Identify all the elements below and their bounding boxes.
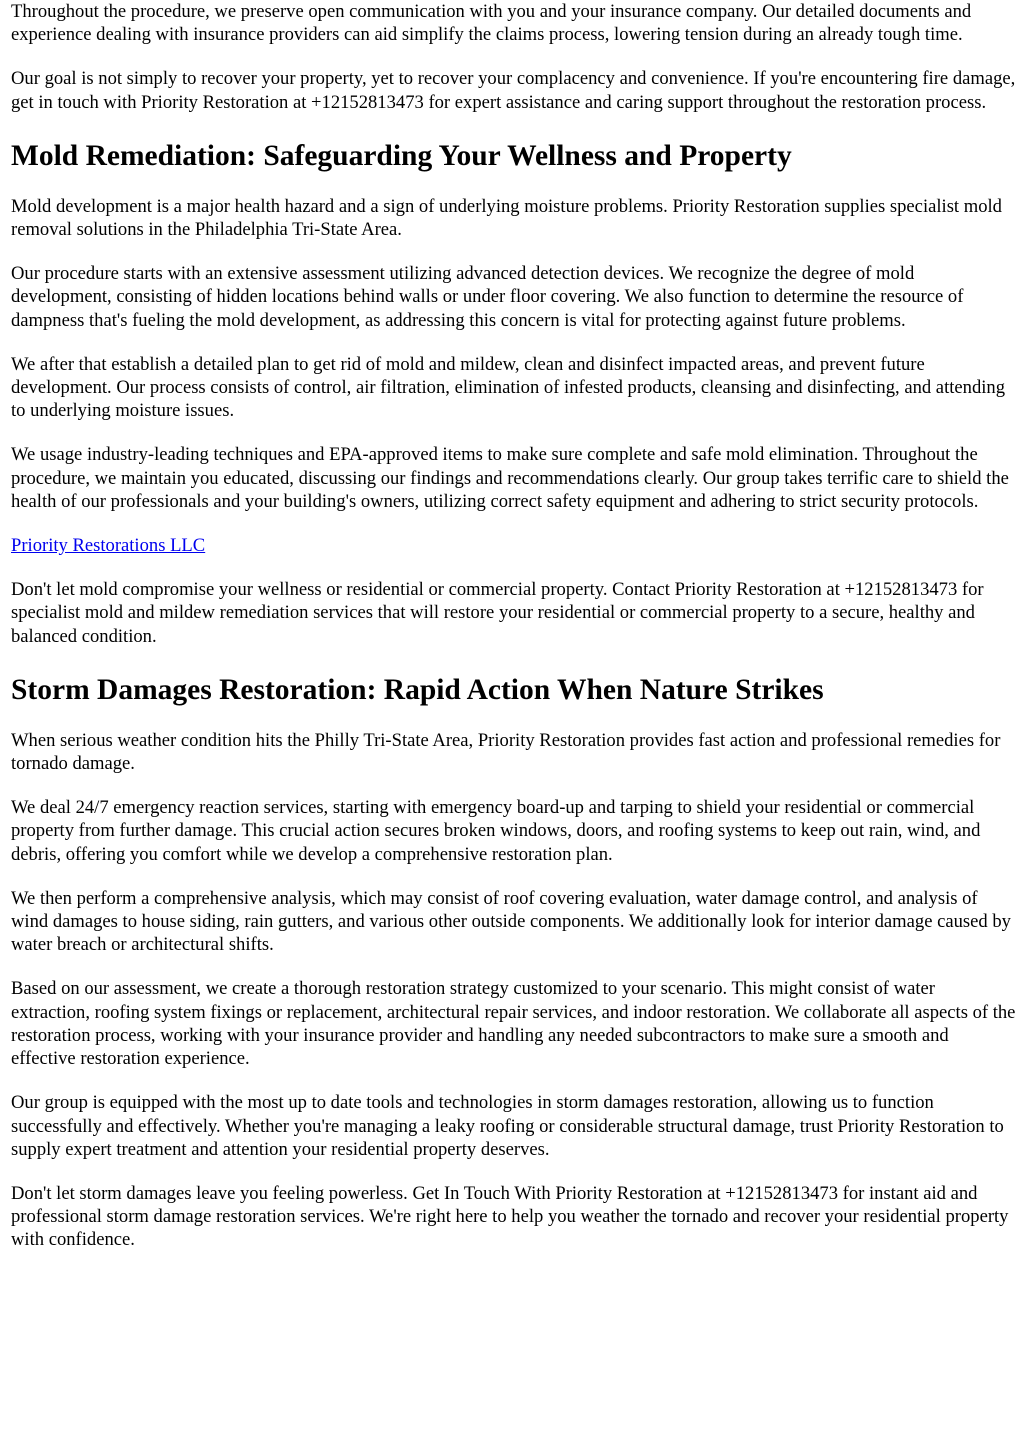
mold-link-paragraph [11, 534, 1016, 557]
storm-paragraph-intro: When serious weather condition hits the Philly Tri-State Area, Priority Restoration provides fast action and professional remedies for tornado damage. [11, 729, 1001, 775]
mold-paragraph-techniques: We usage industry-leading techniques and EPA-approved items to make sure complete and safe mold elimination. Throughout the procedure, we maintain you educated, discussing our findings and recommendations clearly. Our group takes terrific care to shield the health of our professionals and your building's owners, utilizing correct safety equipment and adhering to strict security protocols. [11, 444, 1009, 512]
mold-paragraph-contact: Don't let mold compromise your wellness or residential or commercial property. Contact Priority Restoration at +12152813473 for specialist mold and mildew remediation services that will restore your residential or commercial property to a secure, healthy and balanced condition. [11, 579, 984, 647]
storm-paragraph-analysis: We then perform a comprehensive analysis, which may consist of roof covering evaluation, water damage control, and analysis of wind damages to house siding, rain gutters, and various other outside components. We additionally look for interior damage caused by water breach or architectural shifts. [11, 887, 1011, 956]
storm-paragraph-contact: Don't let storm damages leave you feeling powerless. Get In Touch With Priority Restoration at +12152813473 for instant aid and professional storm damage restoration services. We're right here to help you weather the tornado and recover your residential property with confidence. [11, 1182, 1009, 1251]
storm-paragraph-strategy: Based on our assessment, we create a thorough restoration strategy customized to your scenario. This might consist of water extraction, roofing system fixings or replacement, architectural repair services, and indoor restoration. We collaborate all aspects of the restoration process, working with your insurance provider and handling any needed subcontractors to make sure a smooth and effective restoration experience. [11, 978, 1016, 1070]
storm-paragraph-equipment: Our group is equipped with the most up to date tools and technologies in storm damages restoration, allowing us to function successfully and effectively. Whether you're managing a leaky roofing or considerable structural damage, trust Priority Restoration to supply expert treatment and attention your residential property deserves. [11, 1092, 1004, 1160]
storm-paragraph-emergency: We deal 24/7 emergency reaction services, starting with emergency board-up and tarping to shield your residential or commercial property from further damage. This crucial action secures broken windows, doors, and roofing systems to keep out rain, wind, and debris, offering you comfort while we develop a comprehensive restoration plan. [11, 797, 981, 865]
storm-section-heading: Storm Damages Restoration: Rapid Action When Nature Strikes [11, 673, 824, 706]
mold-paragraph-plan: We after that establish a detailed plan to get rid of mold and mildew, clean and disinfect impacted areas, and prevent future development. Our process consists of control, air filtration, elimination of infested products, cleansing and disinfecting, and attending to underlying moisture issues. [11, 353, 1006, 422]
intro-paragraph-communication: Throughout the procedure, we preserve open communication with you and your insurance company. Our detailed documents and experience dealing with insurance providers can aid simplify the claims process, lowering tension during an already tough time. [11, 1, 972, 46]
mold-section-heading: Mold Remediation: Safeguarding Your Wellness and Property [11, 139, 792, 172]
mold-paragraph-intro: Mold development is a major health hazard and a sign of underlying moisture problems. Priority Restoration supplies specialist mold removal solutions in the Philadelphia Tri-State Area. [11, 195, 1002, 241]
priority-restorations-link[interactable]: Priority Restorations LLC [11, 535, 206, 557]
intro-paragraph-goal: Our goal is not simply to recover your property, yet to recover your complacency and convenience. If you're encountering fire damage, get in touch with Priority Restoration at +12152813473 for expert assistance and caring support throughout the restoration process. [11, 68, 1016, 113]
mold-paragraph-assessment: Our procedure starts with an extensive assessment utilizing advanced detection devices. We recognize the degree of mold development, consisting of hidden locations behind walls or under floor covering. We also function to determine the resource of dampness that's fueling the mold development, as addressing this concern is vital for protecting against future problems. [11, 263, 964, 331]
